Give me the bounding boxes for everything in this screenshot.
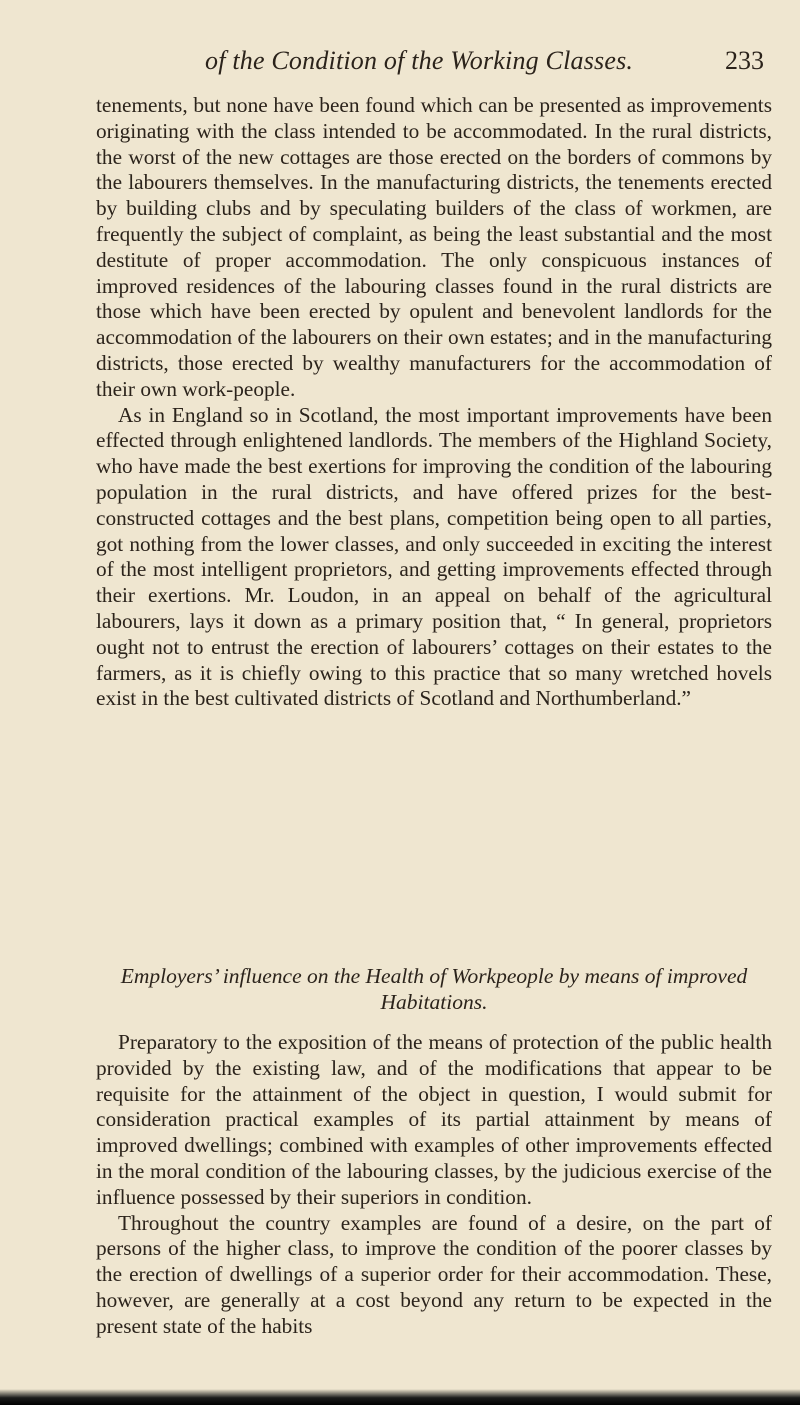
running-head: [0, 46, 800, 80]
body-text-bottom: [96, 1030, 772, 1340]
paragraph-throughout: Throughout the country examples are found of a desire, on the part of persons of the higher class, to improve the condition of the poorer classes by the erection of dwellings of a superior order for their accommodation. These, however, are generally at a cost beyond any return to be expected in the present state of the habits: [96, 1210, 772, 1338]
page-number: 233: [725, 46, 764, 75]
paragraph-tenements: tenements, but none have been found which can be presented as improvements originating with the class intended to be accommodated. In the rural districts, the worst of the new cottages are those erected on the borders of commons by the labourers themselves. In the manufacturing districts, the tenements erected by building clubs and by speculating builders of the class of workmen, are frequently the subject of complaint, as being the least substantial and the most destitute of proper accommodation. The only conspicuous instances of improved residences of the labouring classes found in the rural districts are those which have been erected by opulent and benevolent landlords for the accommodation of the labourers on their own estates; and in the manufacturing districts, those erected by wealthy manufacturers for the accommodation of their own work-people.: [96, 93, 772, 401]
paragraph-preparatory: Preparatory to the exposition of the means of protection of the public health provided by the existing law, and of the modifications that appear to be requisite for the attainment of the object in question, I would submit for consideration practical examples of its partial attainment by means of improved dwellings; combined with examples of other improvements effected in the moral condition of the labouring classes, by the judicious exercise of the influence possessed by their superiors in condition.: [96, 1030, 772, 1209]
page-bottom-shadow: [0, 1389, 800, 1405]
paragraph-scotland: As in England so in Scotland, the most important improvements have been effected through enlightened landlords. The members of the Highland Society, who have made the best exertions for improving the condition of the labouring population in the rural districts, and have offered prizes for the best-constructed cottages and the best plans, competition being open to all parties, got nothing from the lower classes, and only succeeded in exciting the interest of the most intelligent proprietors, and getting improvements effected through their exertions. Mr. Loudon, in an appeal on behalf of the agricultural labourers, lays it down as a primary position that, “ In general, proprietors ought not to entrust the erection of labourers’ cottages on their estates to the farmers, as it is chiefly owing to this practice that so many wretched hovels exist in the best cultivated districts of Scotland and Northumberland.”: [96, 402, 772, 711]
body-text-top: [96, 93, 772, 712]
section-heading: Employers’ influence on the Health of Workpeople by means of improved Habitations.: [120, 964, 748, 1014]
running-head-title: of the Condition of the Working Classes.: [205, 46, 634, 75]
